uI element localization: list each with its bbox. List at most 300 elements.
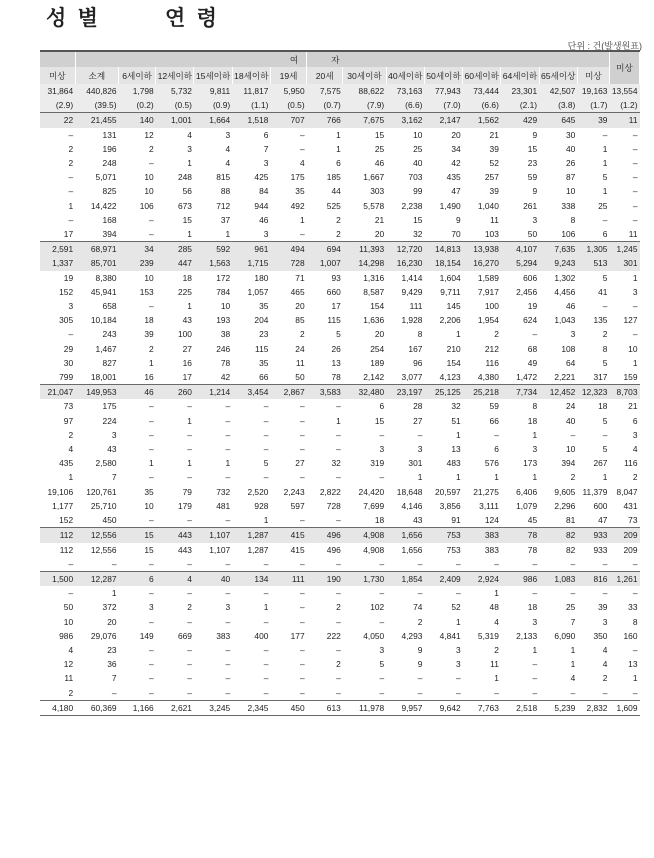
table-cell: 31,864 (40, 84, 75, 98)
table-cell: – (68, 186, 74, 197)
table-cell: 40 (413, 158, 423, 169)
table-row (40, 156, 640, 170)
table-cell: 1,043 (554, 315, 576, 326)
table-cell: 32 (451, 401, 461, 412)
table-cell: – (570, 429, 576, 440)
table-cell: 2,147 (424, 113, 462, 128)
table-cell: – (187, 616, 192, 627)
table-cell: 127 (623, 315, 638, 326)
table-row (40, 428, 640, 442)
table-cell: 1 (632, 357, 638, 368)
table-cell: 3 (149, 602, 154, 613)
table-cell: 131 (102, 129, 117, 140)
table-cell: 766 (307, 113, 343, 128)
table-cell: 73 (628, 515, 638, 526)
table-cell: – (336, 444, 341, 455)
table-cell: 753 (446, 544, 461, 555)
table-cell: 68,971 (75, 242, 118, 257)
table-cell: 1,001 (156, 113, 194, 128)
table-cell: 254 (370, 343, 385, 354)
table-cell: 961 (232, 242, 270, 257)
table-cell: 2,221 (554, 372, 576, 383)
table-cell: – (149, 616, 154, 627)
table-cell: 10 (566, 444, 576, 455)
table-cell: 81 (566, 515, 576, 526)
table-row (40, 571, 640, 586)
table-cell: 1,337 (40, 256, 75, 270)
table-cell: 4 (494, 616, 499, 627)
table-cell: 4,293 (401, 630, 423, 641)
table-cell: – (455, 687, 461, 698)
table-cell: 1 (455, 429, 461, 440)
table-cell: – (263, 558, 269, 569)
table-cell: – (570, 588, 576, 599)
table-cell: – (632, 214, 638, 225)
table-cell: 9 (532, 186, 538, 197)
table-cell: 1,287 (247, 544, 269, 555)
table-cell: 225 (177, 286, 192, 297)
table-cell: 600 (593, 500, 608, 511)
table-cell: 1,518 (232, 113, 270, 128)
table-cell: 179 (177, 500, 192, 511)
table-cell: 450 (102, 515, 117, 526)
table-cell: 154 (370, 301, 385, 312)
table-cell: – (149, 687, 154, 698)
table-cell: 88 (220, 186, 231, 197)
table-cell: 224 (102, 415, 117, 426)
table-cell: 168 (102, 214, 117, 225)
table-cell: 2 (336, 602, 341, 613)
table-cell: 18 (598, 401, 608, 412)
table-cell: 6,406 (516, 486, 538, 497)
table-cell: 1,854 (386, 571, 424, 586)
table-cell: (2.1) (501, 98, 539, 113)
table-cell: 11 (628, 229, 638, 240)
table-cell: – (417, 558, 423, 569)
table-cell: 492 (290, 200, 305, 211)
table-cell: – (632, 588, 638, 599)
table-cell: 7,675 (343, 113, 386, 128)
table-cell: 1 (187, 458, 192, 469)
table-cell: 21 (374, 214, 385, 225)
column-header: 소계 (75, 67, 118, 84)
table-cell: 415 (270, 528, 306, 543)
table-cell: 6 (119, 571, 156, 586)
table-cell: 2,520 (247, 486, 269, 497)
table-cell: 1 (417, 472, 423, 483)
table-cell: 27 (413, 415, 423, 426)
table-cell: 5 (263, 458, 269, 469)
table-cell: 14,298 (343, 256, 386, 270)
table-cell: 15 (119, 528, 156, 543)
table-cell: 115 (255, 343, 269, 354)
column-header: 40세이하 (386, 67, 424, 84)
table-cell: – (570, 687, 576, 698)
table-row (40, 98, 640, 113)
table-cell: 248 (177, 172, 192, 183)
table-cell: 18,001 (90, 372, 117, 383)
table-cell: – (336, 588, 341, 599)
table-cell: 1,245 (609, 242, 639, 257)
table-cell: 175 (102, 401, 117, 412)
table-cell: 18 (144, 315, 154, 326)
table-cell: 39 (598, 602, 608, 613)
table-cell: 338 (561, 200, 576, 211)
table-cell: (7.9) (343, 98, 386, 113)
table-cell: – (187, 687, 192, 698)
table-cell: 91 (451, 515, 461, 526)
table-cell: 152 (59, 515, 74, 526)
table-cell: 7,917 (477, 286, 499, 297)
table-cell: – (632, 129, 638, 140)
table-cell: 99 (413, 186, 423, 197)
table-cell: 74 (413, 602, 423, 613)
table-cell: 827 (102, 357, 117, 368)
table-cell: 986 (501, 571, 539, 586)
table-cell: 3,856 (439, 500, 461, 511)
table-cell: 9 (417, 644, 423, 655)
table-cell: 20,597 (435, 486, 461, 497)
table-cell: 1,563 (194, 256, 232, 270)
table-cell: 7 (570, 616, 576, 627)
table-cell: 6 (602, 229, 608, 240)
table-cell: – (336, 673, 341, 684)
table-cell: – (299, 229, 305, 240)
table-cell: – (149, 429, 154, 440)
table-cell: 46 (119, 385, 156, 400)
table-row (40, 313, 640, 327)
table-cell: 1,107 (194, 528, 232, 543)
table-row (40, 227, 640, 242)
table-cell: – (299, 401, 305, 412)
table-cell: 1,107 (209, 544, 231, 555)
table-cell: 669 (177, 630, 192, 641)
table-cell: 1,730 (343, 571, 386, 586)
table-cell: 152 (59, 286, 74, 297)
table-cell: 15 (374, 415, 385, 426)
table-cell: 394 (561, 458, 576, 469)
table-cell: – (263, 687, 269, 698)
table-cell: 2 (494, 329, 499, 340)
table-cell: 97 (63, 415, 74, 426)
table-cell: 12 (144, 129, 154, 140)
table-cell: 301 (609, 256, 639, 270)
table-cell: 4,107 (501, 242, 539, 257)
page-title: 성 별 연 령 (46, 6, 219, 30)
table-cell: 9,957 (386, 700, 424, 715)
table-cell: 301 (408, 458, 423, 469)
table-cell: 732 (216, 486, 231, 497)
table-cell: 154 (446, 357, 461, 368)
table-cell: 116 (624, 458, 638, 469)
table-cell: (6.6) (463, 98, 501, 113)
table-cell: 4 (68, 644, 74, 655)
table-cell: – (602, 687, 608, 698)
table-cell: 2 (68, 158, 74, 169)
table-cell: – (263, 659, 269, 670)
table-cell: 1 (68, 200, 74, 211)
table-cell: 3,162 (386, 113, 424, 128)
table-cell: – (602, 429, 608, 440)
table-cell: 13,938 (463, 242, 501, 257)
table-cell: 124 (484, 515, 499, 526)
table-cell: 18,648 (396, 486, 423, 497)
table-cell: – (225, 415, 231, 426)
table-cell: 2,456 (516, 286, 538, 297)
table-cell: – (149, 673, 154, 684)
table-cell: 1 (68, 472, 74, 483)
table-cell: 4,908 (363, 544, 385, 555)
table-cell: 2,243 (283, 486, 305, 497)
table-cell: 2 (68, 429, 74, 440)
table-cell: 43 (107, 444, 117, 455)
table-cell: 4,050 (363, 630, 385, 641)
table-cell: 167 (408, 343, 423, 354)
table-cell: 46 (374, 158, 385, 169)
table-cell: 16,230 (386, 256, 424, 270)
table-cell: 1 (494, 588, 499, 599)
table-cell: 261 (523, 200, 538, 211)
column-header: 15세이하 (194, 67, 232, 84)
header-unknown: 미상 (40, 67, 75, 84)
table-cell: 64 (566, 357, 576, 368)
table-cell: 3,245 (194, 700, 232, 715)
table-row (40, 513, 640, 528)
table-cell: 1,079 (516, 500, 538, 511)
table-cell: 35 (144, 486, 154, 497)
table-cell: 3 (225, 602, 231, 613)
table-cell: 47 (598, 515, 608, 526)
column-header: 50세이하 (424, 67, 462, 84)
table-cell: – (494, 429, 499, 440)
table-cell: 18 (527, 415, 538, 426)
table-cell: – (225, 644, 231, 655)
table-cell: 13 (451, 444, 461, 455)
table-cell: 24 (566, 401, 576, 412)
table-cell: 3 (111, 429, 117, 440)
table-cell: 435 (446, 172, 461, 183)
table-cell: – (299, 444, 305, 455)
table-cell: 660 (326, 286, 341, 297)
table-cell: 18 (527, 602, 538, 613)
table-cell: (7.0) (424, 98, 462, 113)
column-header: 20세 (307, 67, 343, 84)
table-cell: 1 (111, 588, 117, 599)
table-cell: 26 (566, 158, 576, 169)
column-header: 64세이하 (501, 67, 539, 84)
header-unknown-last: 미상 (609, 51, 639, 84)
table-cell: 1,057 (247, 286, 269, 297)
table-cell: 3 (570, 329, 576, 340)
table-cell: 4,180 (40, 700, 75, 715)
table-row (40, 686, 640, 701)
table-cell: 18 (182, 272, 192, 283)
table-cell: 115 (327, 315, 341, 326)
table-cell: – (225, 472, 231, 483)
table-cell: – (299, 687, 305, 698)
table-cell: 120,761 (86, 486, 117, 497)
table-cell: 35 (259, 357, 269, 368)
table-cell: 9,711 (440, 286, 461, 297)
table-cell: 43 (413, 515, 423, 526)
table-cell: 1,667 (363, 172, 385, 183)
table-cell: 1,316 (363, 272, 385, 283)
table-cell: – (417, 687, 423, 698)
table-row (40, 213, 640, 227)
table-cell: 4,908 (343, 528, 386, 543)
table-cell: – (263, 429, 269, 440)
table-cell: 1 (336, 143, 341, 154)
column-header: 19세 (270, 67, 306, 84)
header-blank (40, 51, 75, 67)
table-cell: 728 (326, 500, 341, 511)
table-cell: 5,294 (501, 256, 539, 270)
table-cell: – (632, 644, 638, 655)
table-cell: – (379, 616, 385, 627)
table-cell: 2 (68, 687, 74, 698)
table-cell: – (417, 429, 423, 440)
table-cell: 624 (523, 315, 538, 326)
table-row (40, 271, 640, 285)
table-cell: – (532, 558, 538, 569)
table-cell: 257 (484, 172, 499, 183)
table-cell: 6 (336, 158, 341, 169)
table-cell: 100 (177, 329, 192, 340)
table-cell: 2,832 (577, 700, 609, 715)
table-cell: 9,605 (554, 486, 576, 497)
table-cell: – (455, 558, 461, 569)
table-cell: 78 (331, 372, 341, 383)
table-cell: – (532, 329, 538, 340)
table-cell: – (225, 558, 231, 569)
table-cell: 185 (326, 172, 341, 183)
table-cell: 78 (220, 357, 231, 368)
table-cell: 8,703 (609, 385, 639, 400)
table-cell: 703 (408, 172, 423, 183)
table-cell: 28 (413, 401, 423, 412)
table-cell: 440,826 (75, 84, 118, 98)
table-cell: 40 (194, 571, 232, 586)
table-cell: (0.5) (156, 98, 194, 113)
table-cell: – (532, 687, 538, 698)
table-cell: 100 (484, 301, 499, 312)
table-cell: 1 (455, 472, 461, 483)
table-cell: 71 (295, 272, 305, 283)
table-cell: 2,580 (95, 458, 117, 469)
table-cell: (1.2) (609, 98, 639, 113)
table-cell: 1,715 (232, 256, 270, 270)
table-cell: (0.2) (119, 98, 156, 113)
table-row (40, 414, 640, 428)
table-cell: – (632, 200, 638, 211)
table-cell: 73,444 (463, 84, 501, 98)
table-cell: 576 (484, 458, 499, 469)
table-cell: 12,452 (539, 385, 577, 400)
table-cell: 16 (144, 372, 154, 383)
table-cell: 10 (628, 343, 638, 354)
table-cell: 1 (299, 214, 305, 225)
table-cell: 443 (177, 544, 192, 555)
table-cell: 447 (156, 256, 194, 270)
table-cell: 15 (144, 544, 154, 555)
table-cell: 15 (527, 143, 538, 154)
table-cell: 45,941 (90, 286, 117, 297)
table-cell: 7,699 (363, 500, 385, 511)
table-cell: 1 (336, 129, 341, 140)
column-header: 60세이하 (463, 67, 501, 84)
table-cell: 9,642 (424, 700, 462, 715)
table-cell: 11 (295, 357, 305, 368)
table-cell: 59 (489, 401, 499, 412)
table-cell: 1 (455, 329, 461, 340)
table-cell: 11 (64, 673, 74, 684)
table-cell: – (263, 644, 269, 655)
table-cell: 1,166 (119, 700, 156, 715)
table-cell: 425 (254, 172, 269, 183)
table-cell: 21,455 (75, 113, 118, 128)
table-cell: 6,090 (554, 630, 576, 641)
table-cell: – (299, 673, 305, 684)
table-cell: 103 (484, 229, 499, 240)
table-cell: 13 (628, 659, 638, 670)
table-cell: 33 (628, 602, 638, 613)
table-cell: 153 (139, 286, 154, 297)
table-cell: 645 (539, 113, 577, 128)
table-cell: 23 (527, 158, 538, 169)
table-cell: 85 (295, 315, 305, 326)
table-cell: 70 (451, 229, 461, 240)
table-cell: 25 (413, 143, 423, 154)
table-cell: 51 (451, 415, 461, 426)
table-cell: – (379, 429, 385, 440)
table-cell: 944 (254, 200, 269, 211)
table-cell: 5,319 (477, 630, 499, 641)
table-cell: 6 (632, 415, 638, 426)
table-cell: – (149, 659, 154, 670)
table-cell: 8 (632, 616, 638, 627)
table-cell: 2 (494, 644, 499, 655)
table-cell: 25 (374, 143, 385, 154)
table-cell: 707 (270, 113, 306, 128)
table-cell: 303 (370, 186, 385, 197)
table-cell: (1.7) (577, 98, 609, 113)
table-cell: 415 (290, 544, 305, 555)
table-cell: 190 (307, 571, 343, 586)
table-cell: 2,133 (516, 630, 538, 641)
table-cell: 8 (570, 214, 576, 225)
table-cell: 52 (489, 158, 499, 169)
table-cell: 15 (374, 129, 385, 140)
table-cell: 10 (220, 301, 231, 312)
table-cell: – (225, 401, 231, 412)
table-cell: (2.9) (40, 98, 75, 113)
table-cell: 825 (102, 186, 117, 197)
table-cell: 116 (485, 357, 499, 368)
table-cell: 2 (602, 673, 608, 684)
table-cell: 1,467 (95, 343, 117, 354)
table-row (40, 615, 640, 629)
table-cell: 4,841 (439, 630, 461, 641)
table-cell: – (149, 214, 154, 225)
table-cell: 753 (424, 528, 462, 543)
table-cell: 2,518 (501, 700, 539, 715)
column-header: 6세이하 (119, 67, 156, 84)
table-row (40, 557, 640, 572)
table-cell: 9 (532, 129, 538, 140)
table-row (40, 399, 640, 413)
table-cell: 3,583 (307, 385, 343, 400)
table-cell: 177 (290, 630, 305, 641)
